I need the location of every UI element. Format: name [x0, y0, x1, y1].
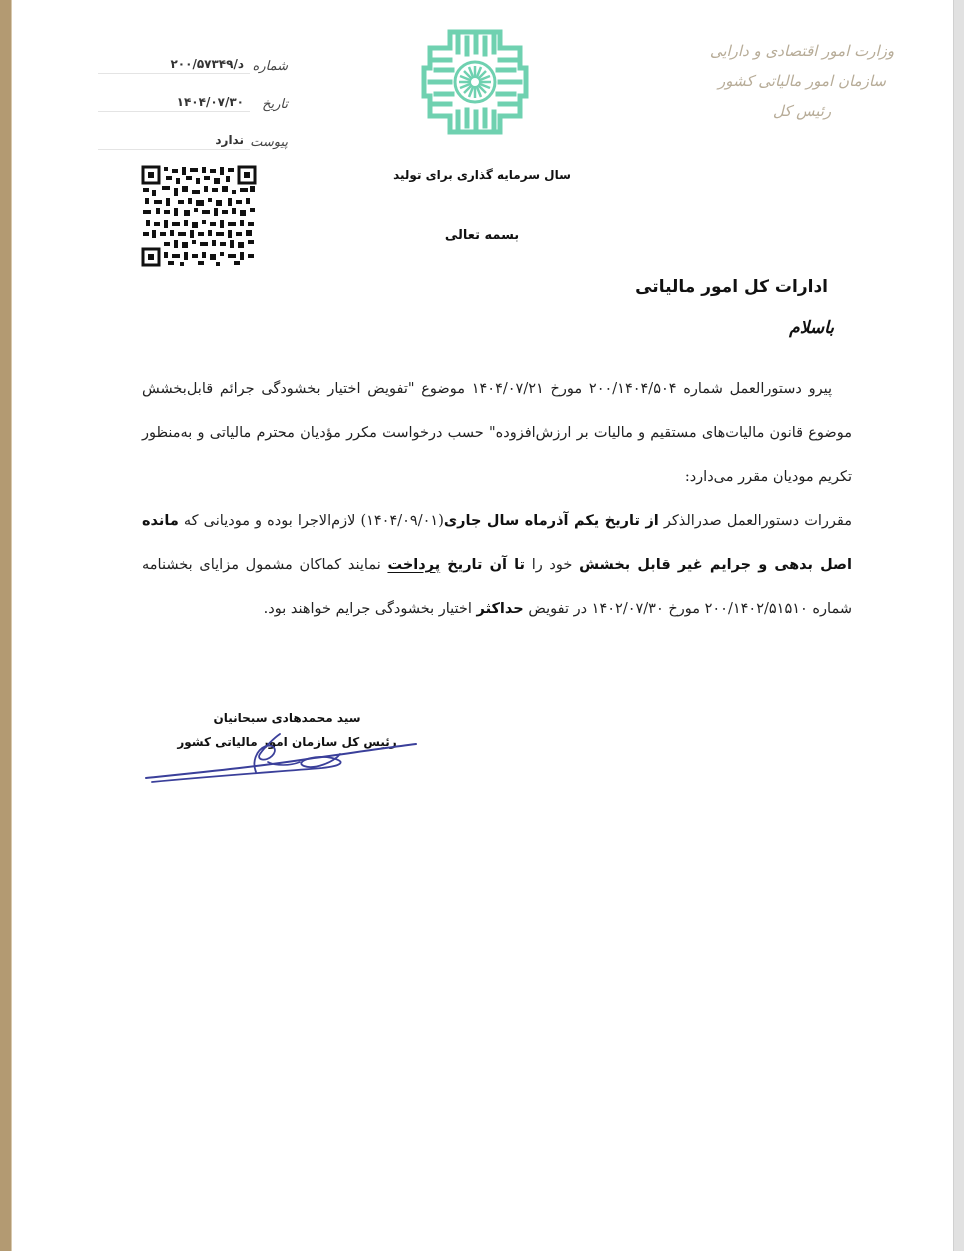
ministry-line: وزارت امور اقتصادی و دارایی [709, 42, 895, 60]
letter-number-label: شماره [252, 59, 288, 74]
tax-organization-logo-icon [420, 28, 530, 136]
paragraph-2-bold-remaining-debt: مانده اصل بدهی و جرایم غیر قابل بخشش [142, 513, 853, 573]
ministry-header [702, 36, 902, 126]
letter-paragraph-1: پیرو دستورالعمل شماره ۲۰۰/۱۴۰۴/۵۰۴ مورخ ۱۴۰۴/۰۷/۲۱ موضوع "تفویض اختیار بخشودگی جرائم قابل‌بخشش موضوع قانون مالیات‌های مستقیم و مالیات بر ارزش‌افزوده" حسب درخواست مکرر مؤدیان محترم مالیاتی و به‌منظور تکریم مودیان مقرر می‌دارد: [142, 381, 852, 485]
letter-number-value: د/۲۰۰/۵۷۳۴۹ [98, 57, 250, 74]
paragraph-2-bold-maximum: حداکثر [476, 601, 524, 617]
letter-recipient: ادارات کل امور مالیاتی [635, 277, 828, 297]
paragraph-2-text: اختیار بخشودگی جرایم خواهند بود. [263, 601, 477, 617]
ministry-line: سازمان امور مالیاتی کشور [718, 72, 886, 90]
paragraph-2-underlined-payment: پرداخت [387, 557, 441, 573]
qr-code-icon [140, 164, 258, 268]
handwritten-signature-icon [144, 732, 424, 786]
letter-date-label: تاریخ [262, 97, 288, 112]
paragraph-2-text: نمایند کماکان مشمول مزایای بخشنامه شماره ۲۰۰/۱۴۰۲/۵۱۵۱۰ مورخ ۱۴۰۲/۰۷/۳۰ در تفویض [142, 557, 852, 617]
letter-attachment-row [98, 112, 288, 150]
letter-number-row [98, 36, 288, 74]
ministry-line: رئیس کل [772, 102, 832, 120]
paragraph-2-text: (۱۴۰۴/۰۹/۰۱) لازم‌الاجرا بوده و مودیانی که [178, 513, 444, 529]
bismillah-heading: بسمه تعالی [444, 228, 520, 243]
letter-salutation: باسلام [789, 318, 834, 338]
paragraph-2-bold-deadline: تا آن تاریخ [440, 557, 525, 573]
paragraph-2-text: مقررات دستورالعمل صدرالذکر [658, 513, 852, 529]
letter-body [142, 367, 852, 631]
signer-name: سید محمدهادی سبحانیان [213, 711, 361, 725]
letter-meta [98, 36, 288, 150]
paragraph-2-bold-effective-date: از تاریخ یکم آذرماه سال جاری [443, 513, 659, 529]
paragraph-2-text: خود را [524, 557, 580, 573]
page-edge-right [953, 0, 964, 1251]
letter-date-value: ۱۴۰۴/۰۷/۳۰ [98, 95, 250, 112]
letter-attachment-label: پیوست [250, 135, 288, 150]
letter-date-row [98, 74, 288, 112]
letter-page [12, 0, 954, 1251]
letter-paragraph-2 [142, 499, 852, 631]
page-edge-left [0, 0, 12, 1251]
year-slogan: سال سرمایه گذاری برای تولید [393, 168, 571, 182]
signer-title: رئیس کل سازمان امور مالیاتی کشور [177, 735, 397, 749]
letter-attachment-value: ندارد [98, 133, 250, 150]
